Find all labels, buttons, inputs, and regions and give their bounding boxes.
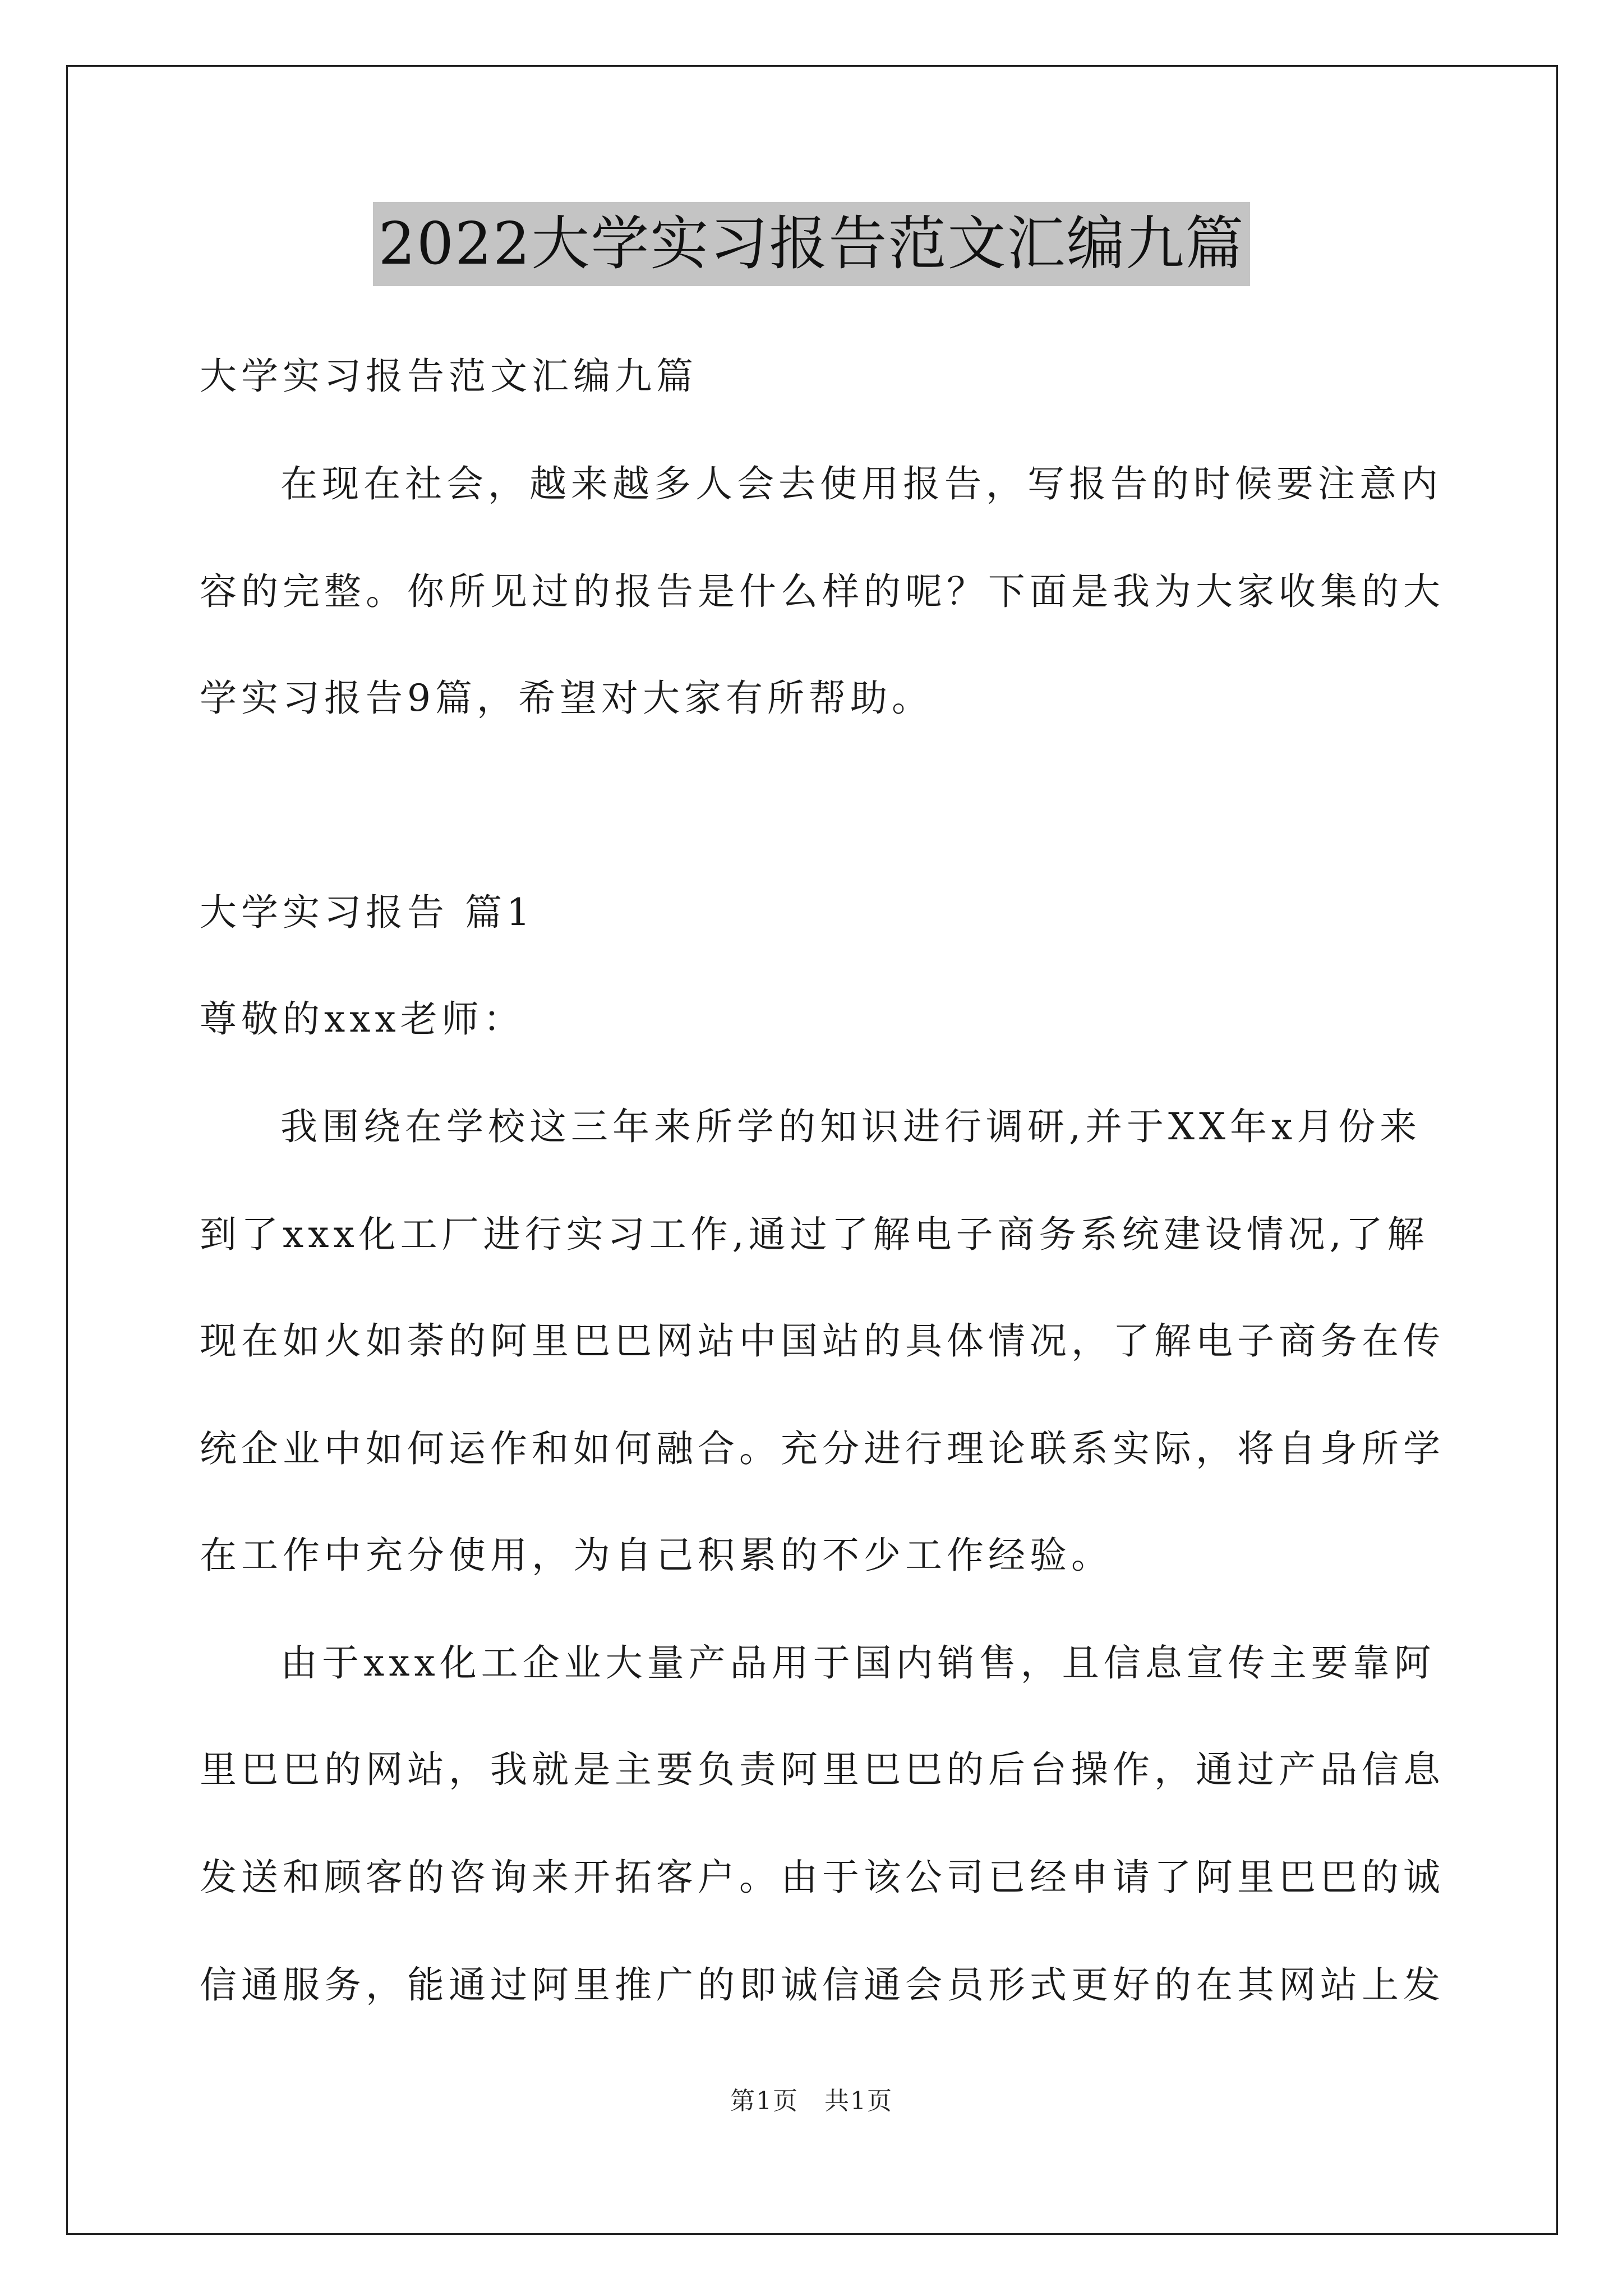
intro-line-3: 学实习报告9篇，希望对大家有所帮助。 — [200, 677, 933, 720]
paragraph2-line-3: 发送和顾客的咨询来开拓客户。由于该公司已经申请了阿里巴巴的诚 — [200, 1856, 1445, 1899]
document-subtitle: 大学实习报告范文汇编九篇 — [200, 355, 698, 398]
paragraph2-line-1: 由于xxx化工企业大量产品用于国内销售，且信息宣传主要靠阿 — [280, 1641, 1436, 1685]
intro-line-1: 在现在社会，越来越多人会去使用报告，写报告的时候要注意内 — [280, 462, 1442, 505]
intro-line-2: 容的完整。你所见过的报告是什么样的呢？下面是我为大家收集的大 — [200, 570, 1445, 613]
title-container — [0, 202, 1623, 286]
paragraph1-line-5: 在工作中充分使用，为自己积累的不少工作经验。 — [200, 1534, 1113, 1577]
paragraph2-line-4: 信通服务，能通过阿里推广的即诚信通会员形式更好的在其网站上发 — [200, 1963, 1445, 2007]
paragraph2-line-2: 里巴巴的网站，我就是主要负责阿里巴巴的后台操作，通过产品信息 — [200, 1748, 1445, 1791]
paragraph1-line-4: 统企业中如何运作和如何融合。充分进行理论联系实际，将自身所学 — [200, 1427, 1445, 1470]
section-heading: 大学实习报告 篇1 — [200, 891, 534, 934]
salutation: 尊敬的xxx老师： — [200, 997, 525, 1041]
paragraph1-line-3: 现在如火如荼的阿里巴巴网站中国站的具体情况，了解电子商务在传 — [200, 1319, 1445, 1363]
paragraph1-line-1: 我围绕在学校这三年来所学的知识进行调研,并于XX年x月份来 — [280, 1105, 1422, 1148]
page-number-footer: 第1页 共1页 — [730, 2087, 893, 2115]
paragraph1-line-2: 到了xxx化工厂进行实习工作,通过了解电子商务系统建设情况,了解 — [200, 1213, 1429, 1256]
document-title: 2022大学实习报告范文汇编九篇 — [373, 202, 1251, 286]
